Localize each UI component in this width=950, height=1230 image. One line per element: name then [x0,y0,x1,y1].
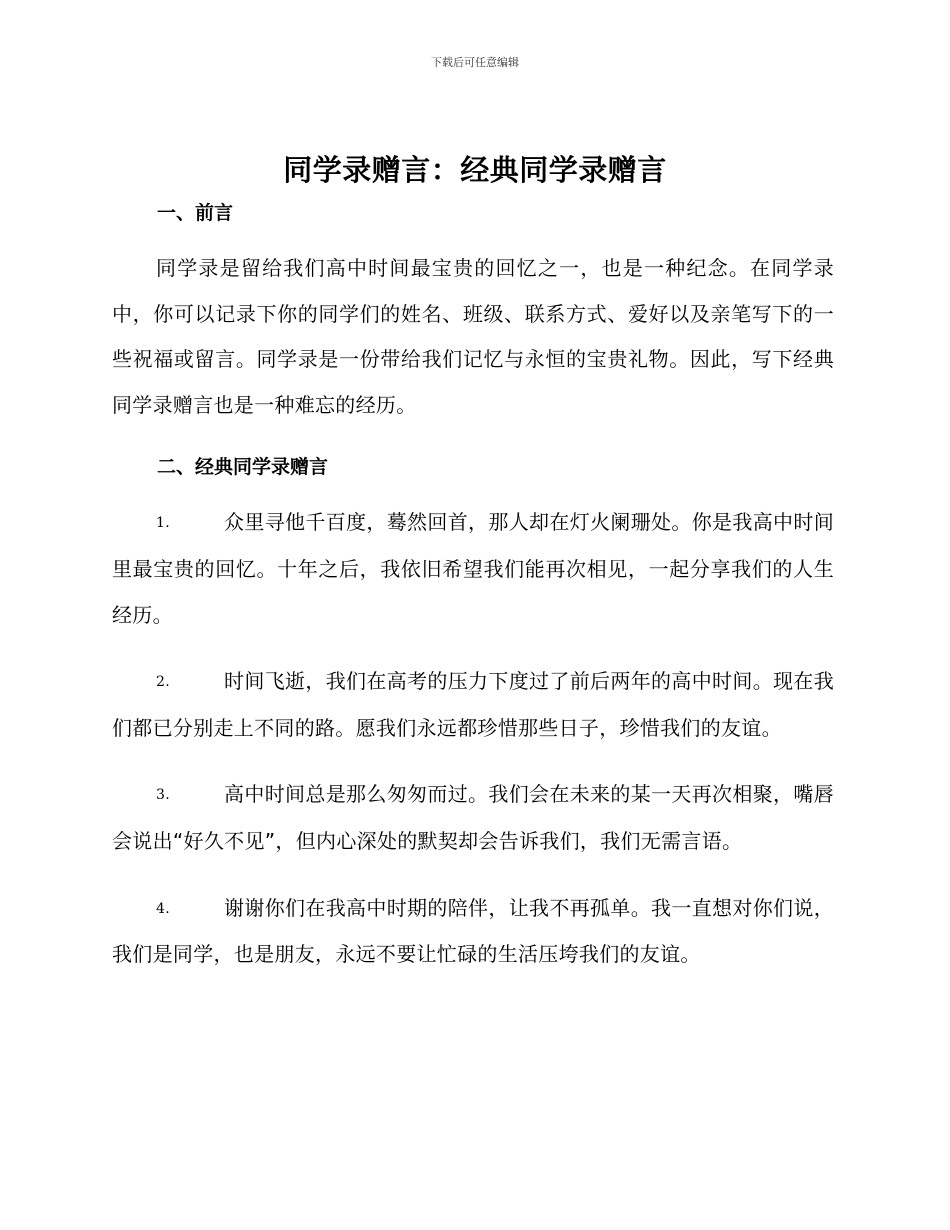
list-item-number: 3. [156,787,170,804]
list-item-number: 2. [156,674,170,691]
list-item [112,772,834,864]
section-heading-preface: 一、前言 [157,202,234,224]
list-item [112,500,834,638]
page-header: 下载后可任意编辑 [431,56,519,69]
list-item [112,886,834,978]
document-body [112,196,834,999]
list-item-number: 4. [156,900,170,917]
preface-paragraph: 同学录是留给我们高中时间最宝贵的回忆之一，也是一种纪念。在同学录中，你可以记录下你的同学们的姓名、班级、联系方式、爱好以及亲笔写下的一些祝福或留言。同学录是一份带给我们记忆与永恒的宝贵礼物。因此，写下经典同学录赠言也是一种难忘的经历。 [112,256,834,417]
list-item-text: 众里寻他千百度，蓦然回首，那人却在灯火阑珊处。你是我高中时间里最宝贵的回忆。十年之后，我依旧希望我们能再次相见，一起分享我们的人生经历。 [112,510,834,627]
list-item-text: 时间飞逝，我们在高考的压力下度过了前后两年的高中时间。现在我们都已分别走上不同的路。愿我们永远都珍惜那些日子，珍惜我们的友谊。 [112,669,834,740]
list-item-text: 高中时间总是那么匆匆而过。我们会在未来的某一天再次相聚，嘴唇会说出“好久不见”，但内心深处的默契却会告诉我们，我们无需言语。 [112,782,834,853]
section-heading-quotes: 二、经典同学录赠言 [157,456,329,479]
list-item-number: 1. [156,515,170,532]
quote-list [112,500,834,977]
document-title: 同学录赠言：经典同学录赠言 [283,153,667,187]
list-item [112,659,834,751]
list-item-text: 谢谢你们在我高中时期的陪伴，让我不再孤单。我一直想对你们说，我们是同学，也是朋友，永远不要让忙碌的生活压垮我们的友谊。 [112,895,834,967]
